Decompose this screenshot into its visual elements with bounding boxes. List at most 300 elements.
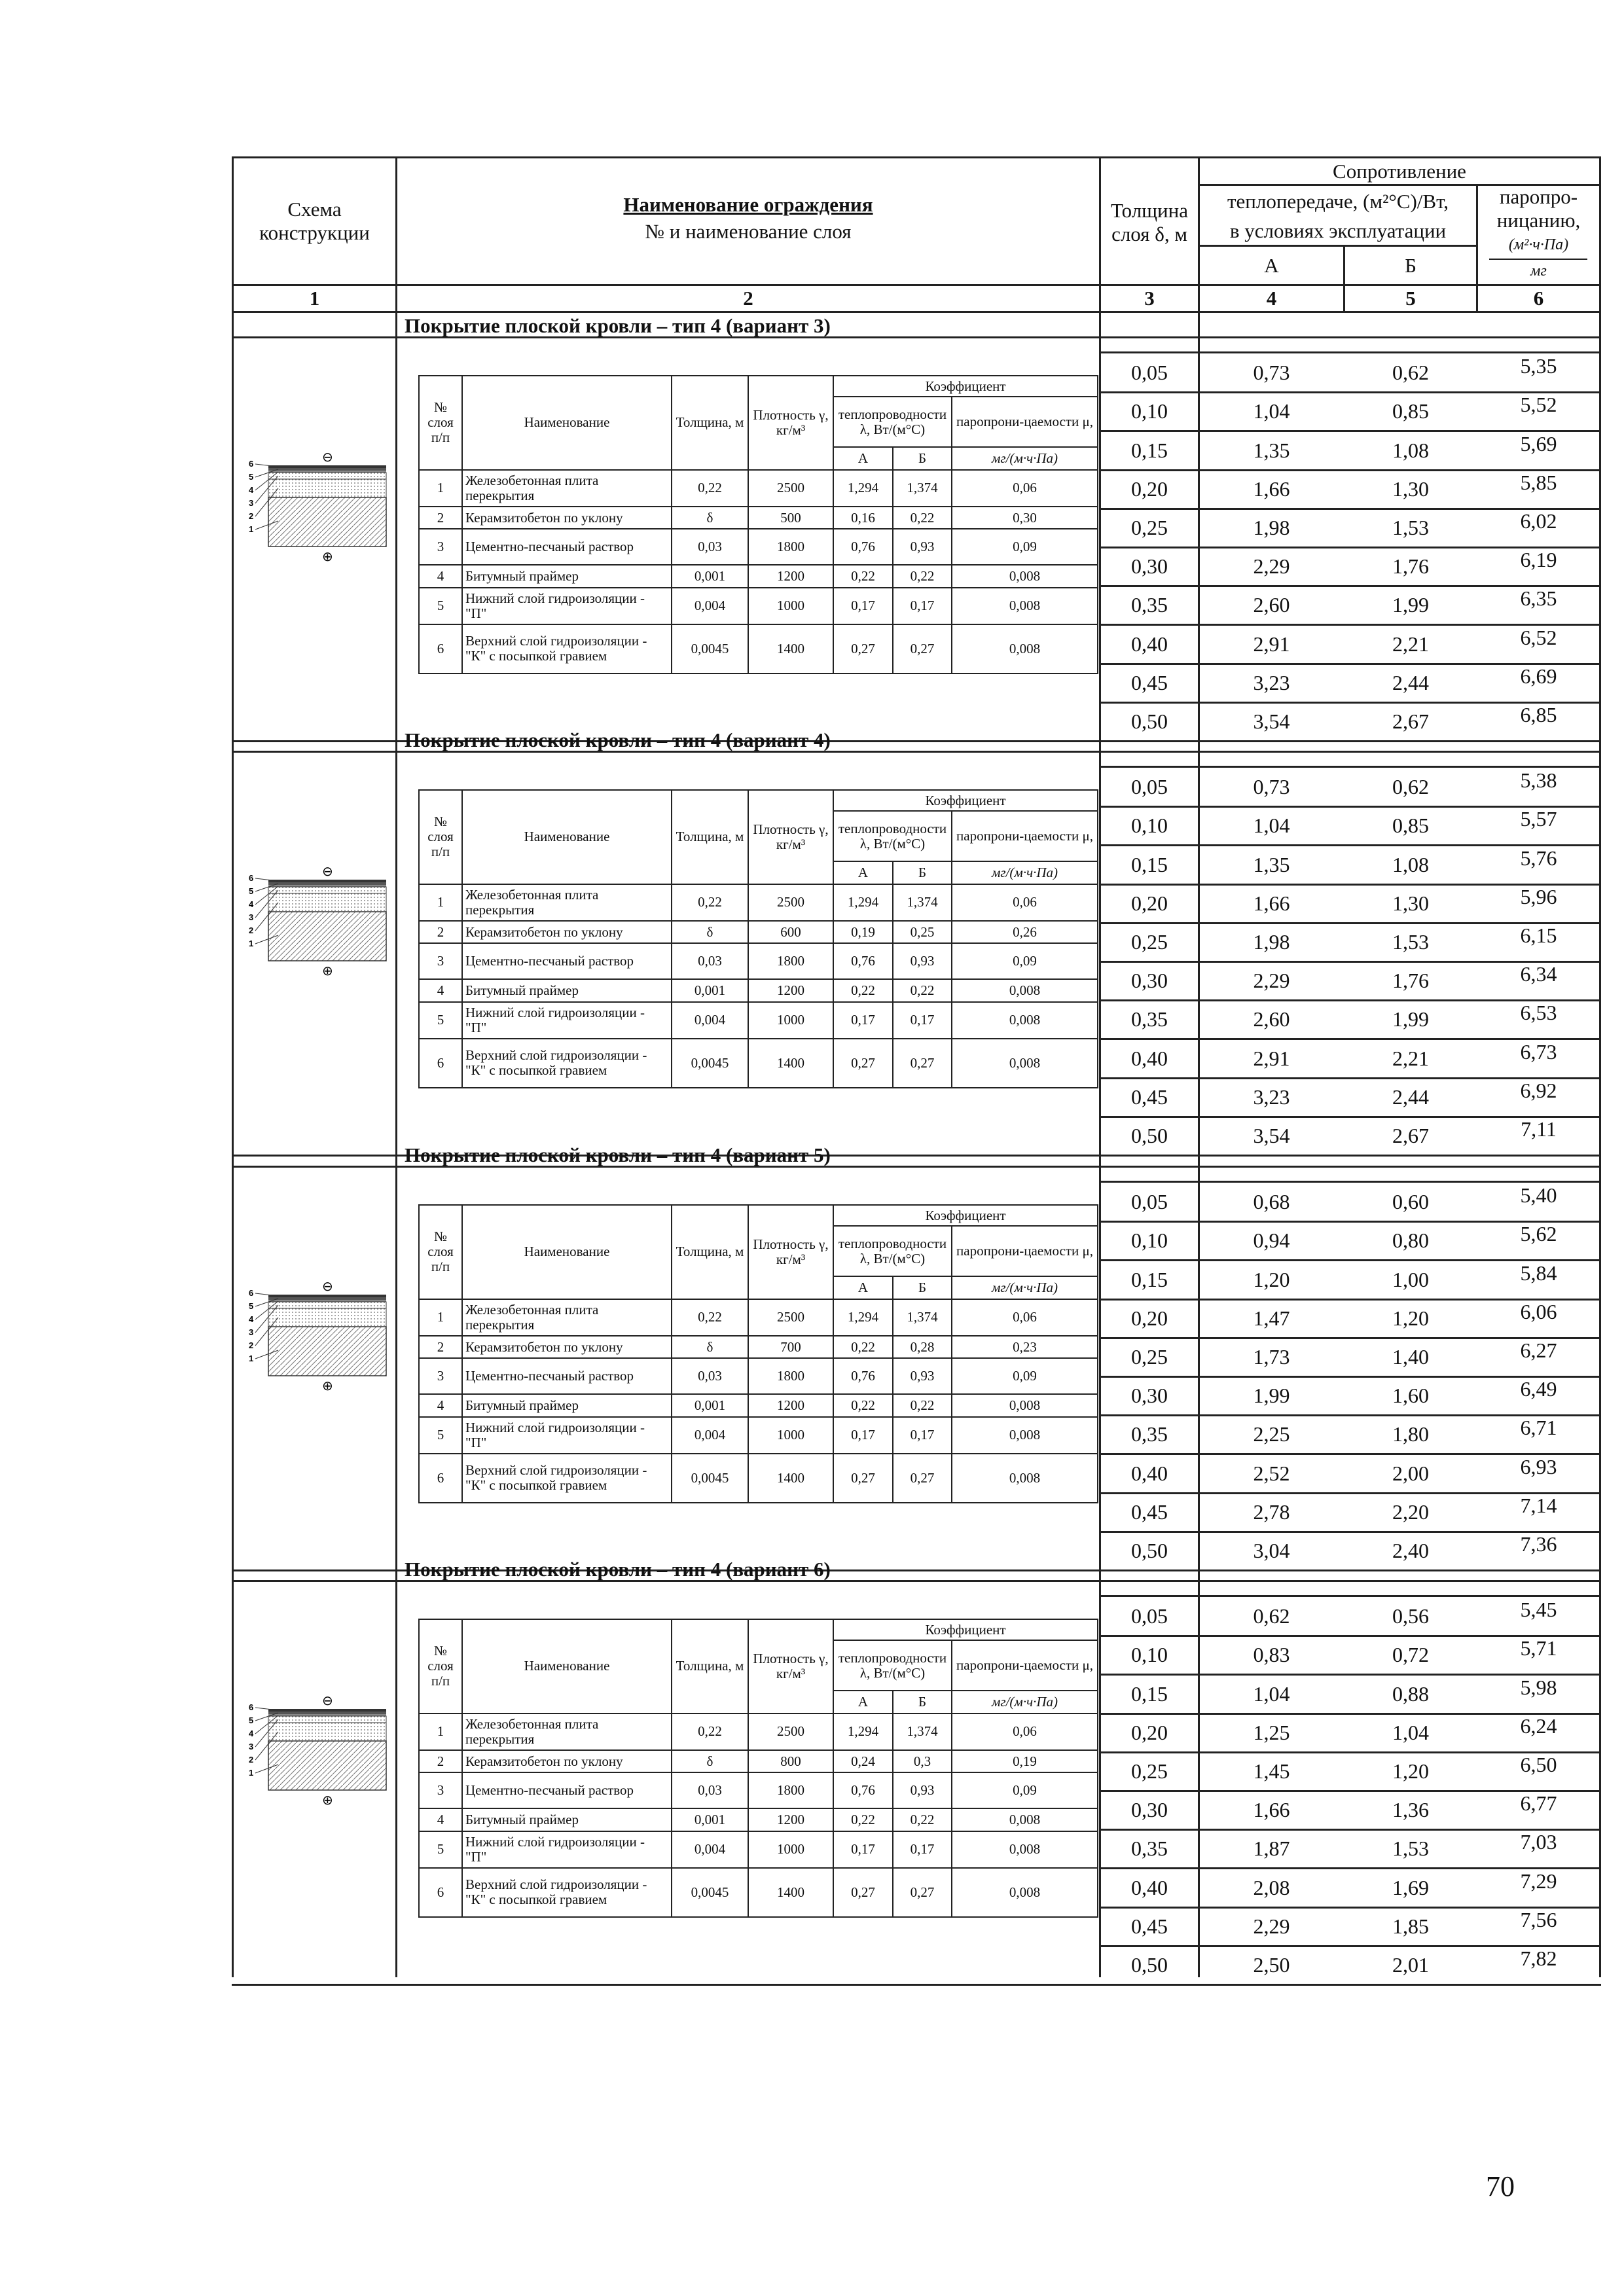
resistance-a-value: 1,66 bbox=[1253, 476, 1290, 501]
permeability-header: паропрони-цаемости μ, bbox=[952, 397, 1098, 447]
layer-name: Керамзитобетон по уклону bbox=[462, 507, 672, 529]
layer-row bbox=[419, 588, 1098, 624]
layer-conductivity-b: 0,17 bbox=[893, 1831, 952, 1868]
permeability-header: паропрони-цаемости μ, bbox=[952, 811, 1098, 861]
layer-conductivity-a: 0,17 bbox=[833, 1002, 893, 1039]
resistance-a-value: 1,04 bbox=[1253, 814, 1290, 838]
resistance-b-value: 1,76 bbox=[1392, 969, 1429, 993]
minus-sign-icon: ⊖ bbox=[322, 1693, 333, 1708]
layer-no: 5 bbox=[419, 1002, 462, 1039]
construction-scheme bbox=[249, 426, 406, 583]
layer-name: Железобетонная плита перекрытия bbox=[462, 1299, 672, 1336]
layer-conductivity-b: 0,22 bbox=[893, 507, 952, 529]
vapor-resistance-value: 5,62 bbox=[1520, 1222, 1557, 1246]
layer-no: 3 bbox=[419, 1358, 462, 1394]
layer-thickness: 0,004 bbox=[672, 588, 748, 624]
layer-permeability: 0,09 bbox=[952, 529, 1098, 565]
layer-conductivity-b: 0,27 bbox=[893, 1039, 952, 1088]
layer-no: 6 bbox=[419, 1039, 462, 1088]
scheme-layer-label: 6 bbox=[249, 1288, 254, 1298]
layer-thickness: 0,004 bbox=[672, 1002, 748, 1039]
vapor-resistance-value: 6,02 bbox=[1520, 509, 1557, 533]
resistance-a-value: 1,45 bbox=[1253, 1759, 1290, 1783]
vapor-resistance-value: 6,93 bbox=[1520, 1454, 1557, 1479]
resistance-b-value: 1,08 bbox=[1392, 852, 1429, 876]
resistance-b-value: 1,76 bbox=[1392, 554, 1429, 579]
resistance-a-value: 1,87 bbox=[1253, 1837, 1290, 1861]
conductivity-a-header: А bbox=[833, 1276, 893, 1299]
layer-thickness: 0,22 bbox=[672, 1713, 748, 1750]
layer-conductivity-b: 0,17 bbox=[893, 1417, 952, 1454]
resistance-a-value: 2,91 bbox=[1253, 632, 1290, 656]
col-number-1: 1 bbox=[309, 287, 320, 310]
layer-thickness: 0,004 bbox=[672, 1417, 748, 1454]
layer-table bbox=[418, 375, 1098, 674]
layer-no-header: № слоя п/п bbox=[419, 790, 462, 884]
scheme-layer-label: 3 bbox=[249, 1327, 254, 1337]
thickness-value: 0,35 bbox=[1131, 593, 1168, 617]
resistance-b-value: 1,20 bbox=[1392, 1306, 1429, 1330]
layer-row bbox=[419, 1868, 1098, 1917]
scheme-layer-label: 1 bbox=[249, 939, 254, 948]
layer-no: 5 bbox=[419, 588, 462, 624]
header-thickness: Толщина слоя δ, м bbox=[1111, 199, 1188, 245]
resistance-a-value: 1,20 bbox=[1253, 1267, 1290, 1291]
thickness-value: 0,50 bbox=[1131, 1538, 1168, 1562]
layer-no: 4 bbox=[419, 979, 462, 1002]
conductivity-a-header: А bbox=[833, 861, 893, 884]
layer-no: 2 bbox=[419, 507, 462, 529]
layer-no: 4 bbox=[419, 1394, 462, 1417]
layer-name: Нижний слой гидроизоляции - "П" bbox=[462, 1831, 672, 1868]
layer-conductivity-b: 0,17 bbox=[893, 1002, 952, 1039]
layer-conductivity-b: 1,374 bbox=[893, 1299, 952, 1336]
resistance-a-value: 3,54 bbox=[1253, 1123, 1290, 1147]
layer-permeability: 0,09 bbox=[952, 1358, 1098, 1394]
resistance-b-value: 0,80 bbox=[1392, 1229, 1429, 1253]
minus-sign-icon: ⊖ bbox=[322, 863, 333, 879]
layer-conductivity-b: 0,28 bbox=[893, 1336, 952, 1359]
layer-permeability: 0,008 bbox=[952, 1831, 1098, 1868]
layer-permeability: 0,09 bbox=[952, 1772, 1098, 1808]
vapor-resistance-value: 6,15 bbox=[1520, 923, 1557, 947]
layer-density: 1400 bbox=[748, 1454, 833, 1503]
thickness-value: 0,40 bbox=[1131, 1875, 1168, 1899]
header-vapor-unit2: мг bbox=[1530, 262, 1547, 280]
layer-density: 600 bbox=[748, 921, 833, 944]
resistance-a-value: 1,98 bbox=[1253, 929, 1290, 954]
layer-conductivity-b: 1,374 bbox=[893, 884, 952, 921]
layer-permeability: 0,008 bbox=[952, 1868, 1098, 1917]
permeability-unit: мг/(м·ч·Па) bbox=[952, 447, 1098, 470]
layer-permeability: 0,008 bbox=[952, 1002, 1098, 1039]
layer-conductivity-a: 1,294 bbox=[833, 1299, 893, 1336]
vapor-resistance-value: 5,76 bbox=[1520, 846, 1557, 870]
resistance-a-value: 2,60 bbox=[1253, 1007, 1290, 1031]
col-number-6: 6 bbox=[1533, 287, 1544, 310]
scheme-layer-label: 5 bbox=[249, 472, 254, 482]
conductivity-header: теплопроводности λ, Вт/(м°С) bbox=[833, 397, 952, 447]
layer-no: 6 bbox=[419, 1868, 462, 1917]
resistance-b-value: 1,08 bbox=[1392, 438, 1429, 462]
layer-no: 1 bbox=[419, 1299, 462, 1336]
layer-permeability: 0,008 bbox=[952, 1039, 1098, 1088]
layer-conductivity-a: 0,76 bbox=[833, 529, 893, 565]
thickness-value: 0,35 bbox=[1131, 1422, 1168, 1446]
scheme-drawing bbox=[249, 840, 406, 997]
layer-conductivity-b: 0,93 bbox=[893, 943, 952, 979]
resistance-b-value: 2,67 bbox=[1392, 709, 1429, 733]
resistance-b-value: 0,88 bbox=[1392, 1681, 1429, 1706]
layer-conductivity-b: 0,93 bbox=[893, 1772, 952, 1808]
vapor-resistance-value: 5,35 bbox=[1520, 354, 1557, 378]
vapor-resistance-value: 5,40 bbox=[1520, 1183, 1557, 1208]
layer-density: 2500 bbox=[748, 884, 833, 921]
plus-sign-icon: ⊕ bbox=[322, 963, 333, 978]
thickness-value: 0,20 bbox=[1131, 891, 1168, 915]
resistance-a-value: 2,29 bbox=[1253, 969, 1290, 993]
thickness-value: 0,30 bbox=[1131, 969, 1168, 993]
layer-density: 1800 bbox=[748, 1358, 833, 1394]
layer-name: Железобетонная плита перекрытия bbox=[462, 470, 672, 507]
resistance-b-value: 1,85 bbox=[1392, 1914, 1429, 1938]
section-title: Покрытие плоской кровли – тип 4 (вариант 6) bbox=[405, 1558, 831, 1581]
resistance-b-value: 1,99 bbox=[1392, 1007, 1429, 1031]
thickness-value: 0,20 bbox=[1131, 1306, 1168, 1330]
layer-density: 1200 bbox=[748, 1394, 833, 1417]
layer-row bbox=[419, 529, 1098, 565]
layer-name: Битумный праймер bbox=[462, 1394, 672, 1417]
layer-permeability: 0,008 bbox=[952, 1454, 1098, 1503]
conductivity-b-header: Б bbox=[893, 1691, 952, 1713]
resistance-b-value: 2,21 bbox=[1392, 632, 1429, 656]
scheme-layer-label: 5 bbox=[249, 1301, 254, 1311]
layer-thickness: 0,001 bbox=[672, 979, 748, 1002]
layer-row bbox=[419, 1831, 1098, 1868]
resistance-a-value: 1,73 bbox=[1253, 1344, 1290, 1369]
resistance-a-value: 1,47 bbox=[1253, 1306, 1290, 1330]
resistance-a-value: 1,35 bbox=[1253, 438, 1290, 462]
conductivity-b-header: Б bbox=[893, 1276, 952, 1299]
resistance-b-value: 0,60 bbox=[1392, 1190, 1429, 1214]
layer-permeability: 0,06 bbox=[952, 1713, 1098, 1750]
resistance-b-value: 1,30 bbox=[1392, 891, 1429, 915]
permeability-unit: мг/(м·ч·Па) bbox=[952, 1276, 1098, 1299]
layer-thickness-header: Толщина, м bbox=[672, 376, 748, 470]
resistance-b-value: 2,00 bbox=[1392, 1461, 1429, 1485]
layer-name: Железобетонная плита перекрытия bbox=[462, 884, 672, 921]
resistance-a-value: 3,54 bbox=[1253, 709, 1290, 733]
section-title: Покрытие плоской кровли – тип 4 (вариант 4) bbox=[405, 728, 831, 751]
vapor-resistance-value: 5,52 bbox=[1520, 393, 1557, 417]
vapor-resistance-value: 6,24 bbox=[1520, 1713, 1557, 1738]
layer-permeability: 0,008 bbox=[952, 1394, 1098, 1417]
scheme-layer-label: 1 bbox=[249, 1354, 254, 1363]
layer-row bbox=[419, 1417, 1098, 1454]
layer-conductivity-b: 0,17 bbox=[893, 588, 952, 624]
scheme-layer-label: 1 bbox=[249, 1768, 254, 1778]
scheme-drawing bbox=[249, 426, 406, 583]
thickness-value: 0,45 bbox=[1131, 670, 1168, 694]
resistance-a-value: 3,04 bbox=[1253, 1538, 1290, 1562]
layer-density: 1000 bbox=[748, 1417, 833, 1454]
layer-thickness: 0,03 bbox=[672, 1358, 748, 1394]
plus-sign-icon: ⊕ bbox=[322, 548, 333, 564]
thickness-value: 0,30 bbox=[1131, 554, 1168, 579]
layer-conductivity-a: 1,294 bbox=[833, 1713, 893, 1750]
scheme-layer-label: 2 bbox=[249, 1340, 254, 1350]
layer-row bbox=[419, 624, 1098, 673]
layer-table bbox=[418, 1204, 1098, 1503]
layer-thickness: 0,03 bbox=[672, 529, 748, 565]
thickness-value: 0,35 bbox=[1131, 1007, 1168, 1031]
thickness-value: 0,05 bbox=[1131, 775, 1168, 799]
thickness-value: 0,25 bbox=[1131, 929, 1168, 954]
resistance-a-value: 2,52 bbox=[1253, 1461, 1290, 1485]
coef-header: Коэффициент bbox=[833, 1619, 1098, 1640]
thickness-value: 0,05 bbox=[1131, 1190, 1168, 1214]
layer-density: 500 bbox=[748, 507, 833, 529]
resistance-a-value: 1,25 bbox=[1253, 1720, 1290, 1744]
resistance-a-value: 1,04 bbox=[1253, 1681, 1290, 1706]
layer-no-header: № слоя п/п bbox=[419, 1619, 462, 1713]
layer-name: Цементно-песчаный раствор bbox=[462, 1772, 672, 1808]
layer-density-header: Плотность γ, кг/м³ bbox=[748, 1619, 833, 1713]
layer-name-header: Наименование bbox=[462, 1205, 672, 1299]
layer-density-header: Плотность γ, кг/м³ bbox=[748, 376, 833, 470]
vapor-resistance-value: 6,71 bbox=[1520, 1416, 1557, 1440]
layer-permeability: 0,09 bbox=[952, 943, 1098, 979]
resistance-a-value: 0,73 bbox=[1253, 775, 1290, 799]
scheme-layer-label: 4 bbox=[249, 1314, 254, 1324]
resistance-b-value: 2,40 bbox=[1392, 1538, 1429, 1562]
layer-row bbox=[419, 1299, 1098, 1336]
layer-density: 1400 bbox=[748, 1868, 833, 1917]
layer-no: 2 bbox=[419, 1336, 462, 1359]
vapor-resistance-value: 6,73 bbox=[1520, 1039, 1557, 1064]
layer-conductivity-b: 0,3 bbox=[893, 1750, 952, 1773]
layer-name-header: Наименование bbox=[462, 1619, 672, 1713]
page-number: 70 bbox=[1486, 2170, 1515, 2202]
scheme-layer-label: 4 bbox=[249, 1729, 254, 1738]
thickness-value: 0,25 bbox=[1131, 1759, 1168, 1783]
layer-table bbox=[418, 1619, 1098, 1918]
vapor-resistance-value: 6,69 bbox=[1520, 664, 1557, 688]
layer-name: Нижний слой гидроизоляции - "П" bbox=[462, 1417, 672, 1454]
layer-thickness: 0,0045 bbox=[672, 1039, 748, 1088]
layer-conductivity-a: 0,17 bbox=[833, 588, 893, 624]
header-vapor-unit: (м²·ч·Па) bbox=[1508, 236, 1569, 254]
scheme-layer-label: 1 bbox=[249, 524, 254, 534]
resistance-b-value: 1,36 bbox=[1392, 1798, 1429, 1822]
layer-thickness: 0,0045 bbox=[672, 624, 748, 673]
scheme-layer-label: 3 bbox=[249, 498, 254, 508]
layer-conductivity-b: 1,374 bbox=[893, 1713, 952, 1750]
layer-conductivity-a: 0,22 bbox=[833, 979, 893, 1002]
permeability-header: паропрони-цаемости μ, bbox=[952, 1226, 1098, 1276]
layer-name-header: Наименование bbox=[462, 790, 672, 884]
vapor-resistance-value: 5,71 bbox=[1520, 1636, 1557, 1660]
layer-row bbox=[419, 507, 1098, 529]
thickness-value: 0,40 bbox=[1131, 1046, 1168, 1070]
resistance-a-value: 2,29 bbox=[1253, 554, 1290, 579]
resistance-b-value: 0,85 bbox=[1392, 399, 1429, 423]
vapor-resistance-value: 7,03 bbox=[1520, 1830, 1557, 1854]
thickness-value: 0,40 bbox=[1131, 1461, 1168, 1485]
resistance-a-value: 0,62 bbox=[1253, 1604, 1290, 1628]
vapor-resistance-value: 6,49 bbox=[1520, 1377, 1557, 1401]
layer-row bbox=[419, 1750, 1098, 1773]
layer-conductivity-a: 0,22 bbox=[833, 1336, 893, 1359]
layer-conductivity-b: 0,22 bbox=[893, 1808, 952, 1831]
scheme-drawing bbox=[249, 1670, 406, 1827]
layer-name: Керамзитобетон по уклону bbox=[462, 1336, 672, 1359]
layer-no: 6 bbox=[419, 1454, 462, 1503]
header-conditions: в условиях эксплуатации bbox=[1229, 219, 1447, 243]
scheme-layer-label: 2 bbox=[249, 511, 254, 521]
layer-conductivity-a: 0,22 bbox=[833, 1394, 893, 1417]
layer-row bbox=[419, 470, 1098, 507]
layer-no: 2 bbox=[419, 1750, 462, 1773]
layer-density: 2500 bbox=[748, 1713, 833, 1750]
layer-name: Битумный праймер bbox=[462, 1808, 672, 1831]
layer-name: Керамзитобетон по уклону bbox=[462, 1750, 672, 1773]
resistance-a-value: 2,50 bbox=[1253, 1952, 1290, 1977]
scheme-layer-label: 2 bbox=[249, 925, 254, 935]
scheme-drawing bbox=[249, 1255, 406, 1412]
conductivity-b-header: Б bbox=[893, 861, 952, 884]
layer-density: 1200 bbox=[748, 1808, 833, 1831]
layer-name: Керамзитобетон по уклону bbox=[462, 921, 672, 944]
layer-conductivity-b: 0,22 bbox=[893, 1394, 952, 1417]
resistance-a-value: 0,68 bbox=[1253, 1190, 1290, 1214]
vapor-resistance-value: 5,57 bbox=[1520, 807, 1557, 831]
resistance-a-value: 2,91 bbox=[1253, 1046, 1290, 1070]
resistance-a-value: 0,83 bbox=[1253, 1643, 1290, 1667]
resistance-b-value: 2,44 bbox=[1392, 1085, 1429, 1109]
layer-row bbox=[419, 1358, 1098, 1394]
layer-density-header: Плотность γ, кг/м³ bbox=[748, 790, 833, 884]
layer-row bbox=[419, 921, 1098, 944]
resistance-a-value: 3,23 bbox=[1253, 1085, 1290, 1109]
conductivity-a-header: А bbox=[833, 447, 893, 470]
layer-row bbox=[419, 565, 1098, 588]
section-title: Покрытие плоской кровли – тип 4 (вариант 5) bbox=[405, 1143, 831, 1166]
thickness-value: 0,05 bbox=[1131, 1604, 1168, 1628]
layer-permeability: 0,008 bbox=[952, 565, 1098, 588]
layer-permeability: 0,008 bbox=[952, 1417, 1098, 1454]
layer-no: 1 bbox=[419, 470, 462, 507]
layer-conductivity-a: 0,76 bbox=[833, 1772, 893, 1808]
plus-sign-icon: ⊕ bbox=[322, 1792, 333, 1808]
layer-conductivity-a: 0,27 bbox=[833, 1454, 893, 1503]
layer-permeability: 0,06 bbox=[952, 470, 1098, 507]
resistance-b-value: 2,21 bbox=[1392, 1046, 1429, 1070]
layer-name: Цементно-песчаный раствор bbox=[462, 943, 672, 979]
thickness-value: 0,20 bbox=[1131, 1720, 1168, 1744]
conductivity-a-header: А bbox=[833, 1691, 893, 1713]
layer-thickness: δ bbox=[672, 1336, 748, 1359]
layer-conductivity-a: 0,16 bbox=[833, 507, 893, 529]
resistance-b-value: 1,60 bbox=[1392, 1384, 1429, 1408]
resistance-b-value: 1,69 bbox=[1392, 1875, 1429, 1899]
layer-conductivity-a: 0,19 bbox=[833, 921, 893, 944]
resistance-a-value: 1,35 bbox=[1253, 852, 1290, 876]
layer-conductivity-b: 0,93 bbox=[893, 1358, 952, 1394]
resistance-b-value: 1,20 bbox=[1392, 1759, 1429, 1783]
layer-permeability: 0,06 bbox=[952, 884, 1098, 921]
resistance-a-value: 0,94 bbox=[1253, 1229, 1290, 1253]
layer-thickness: 0,0045 bbox=[672, 1868, 748, 1917]
construction-scheme bbox=[249, 1670, 406, 1827]
layer-permeability: 0,30 bbox=[952, 507, 1098, 529]
vapor-resistance-value: 5,69 bbox=[1520, 431, 1557, 456]
thickness-value: 0,50 bbox=[1131, 1123, 1168, 1147]
thickness-value: 0,15 bbox=[1131, 438, 1168, 462]
resistance-a-value: 0,73 bbox=[1253, 361, 1290, 385]
minus-sign-icon: ⊖ bbox=[322, 1278, 333, 1294]
layer-name: Цементно-песчаный раствор bbox=[462, 1358, 672, 1394]
vapor-resistance-value: 7,56 bbox=[1520, 1907, 1557, 1931]
resistance-a-value: 1,98 bbox=[1253, 515, 1290, 539]
layer-conductivity-a: 0,76 bbox=[833, 1358, 893, 1394]
layer-conductivity-a: 0,27 bbox=[833, 1039, 893, 1088]
layer-no: 4 bbox=[419, 565, 462, 588]
layer-name: Верхний слой гидроизоляции - "К" с посыпкой гравием bbox=[462, 624, 672, 673]
layer-density: 1200 bbox=[748, 979, 833, 1002]
scheme-layer-label: 2 bbox=[249, 1755, 254, 1765]
layer-name: Верхний слой гидроизоляции - "К" с посыпкой гравием bbox=[462, 1868, 672, 1917]
layer-no: 5 bbox=[419, 1417, 462, 1454]
scheme-layer-label: 3 bbox=[249, 912, 254, 922]
col-number-3: 3 bbox=[1144, 287, 1155, 310]
scheme-layer-label: 6 bbox=[249, 873, 254, 883]
layer-permeability: 0,008 bbox=[952, 979, 1098, 1002]
thickness-value: 0,15 bbox=[1131, 852, 1168, 876]
col-number-4: 4 bbox=[1266, 287, 1277, 310]
resistance-a-value: 3,23 bbox=[1253, 670, 1290, 694]
layer-conductivity-b: 0,25 bbox=[893, 921, 952, 944]
layer-density: 1000 bbox=[748, 588, 833, 624]
vapor-resistance-value: 6,53 bbox=[1520, 1001, 1557, 1025]
layer-thickness: 0,004 bbox=[672, 1831, 748, 1868]
layer-conductivity-a: 0,76 bbox=[833, 943, 893, 979]
coef-header: Коэффициент bbox=[833, 376, 1098, 397]
permeability-unit: мг/(м·ч·Па) bbox=[952, 1691, 1098, 1713]
layer-thickness: 0,03 bbox=[672, 1772, 748, 1808]
section-title: Покрытие плоской кровли – тип 4 (вариант 3) bbox=[405, 314, 831, 337]
conductivity-header: теплопроводности λ, Вт/(м°С) bbox=[833, 1226, 952, 1276]
layer-row bbox=[419, 1336, 1098, 1359]
layer-density: 1200 bbox=[748, 565, 833, 588]
thickness-value: 0,30 bbox=[1131, 1798, 1168, 1822]
layer-conductivity-a: 0,27 bbox=[833, 1868, 893, 1917]
layer-conductivity-b: 0,22 bbox=[893, 979, 952, 1002]
layer-no: 4 bbox=[419, 1808, 462, 1831]
layer-name: Цементно-песчаный раствор bbox=[462, 529, 672, 565]
layer-name: Верхний слой гидроизоляции - "К" с посыпкой гравием bbox=[462, 1454, 672, 1503]
layer-density: 1000 bbox=[748, 1831, 833, 1868]
vapor-resistance-value: 7,29 bbox=[1520, 1869, 1557, 1893]
layer-thickness: 0,001 bbox=[672, 1808, 748, 1831]
resistance-b-value: 1,00 bbox=[1392, 1267, 1429, 1291]
vapor-resistance-value: 6,35 bbox=[1520, 586, 1557, 611]
thickness-value: 0,45 bbox=[1131, 1499, 1168, 1524]
layer-row bbox=[419, 979, 1098, 1002]
resistance-a-value: 2,78 bbox=[1253, 1499, 1290, 1524]
layer-thickness: 0,0045 bbox=[672, 1454, 748, 1503]
header-name: Наименование ограждения bbox=[623, 193, 873, 217]
